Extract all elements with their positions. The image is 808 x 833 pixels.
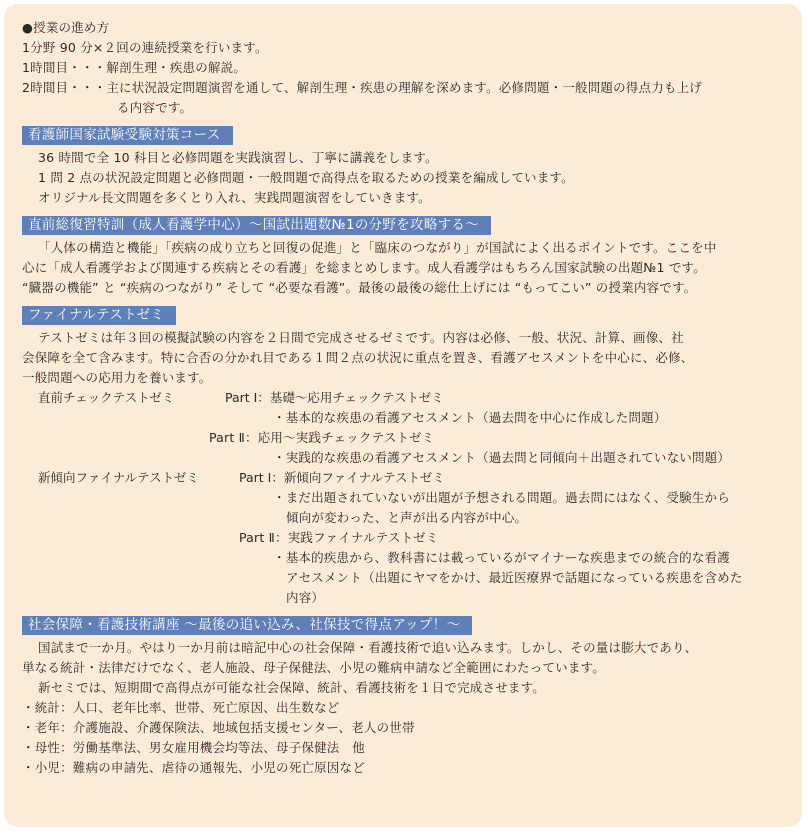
course-line-3: オリジナル長文問題を多くとり入れ、実践問題演習をしていきます。 — [38, 190, 431, 205]
test-line-2: 会保障を全て含みます。特に合否の分かれ目である１問２点の状況に重点を置き、看護アセスメントを中心に、必修、 — [22, 350, 694, 365]
seminar-a-part1-title: Part Ⅰ：基礎～応用チェックテストゼミ — [225, 390, 444, 405]
intro-title: ●授業の進め方 — [22, 20, 110, 35]
review-line-3: “臓器の機能” と “疾病のつながり” そして “必要な看護”。最後の最後の総仕上げには “もってこい” の授業内容です。 — [22, 280, 697, 295]
test-line-3: 一般問題への応用力を養います。 — [22, 370, 212, 385]
seminar-b-part2-title: Part Ⅱ：実践ファイナルテストゼミ — [239, 530, 439, 545]
seminar-a-part2-bullet: ・実践的な疾患の看護アセスメント（過去問と同傾向＋出題されていない問題） — [273, 450, 731, 465]
seminar-b-part2-bullet-3: 内容） — [286, 590, 325, 605]
seminar-b-part1-bullet-1: ・まだ出題されていないが出題が予想される問題。過去問にはなく、受験生から — [273, 490, 730, 505]
seminar-a-label: 直前チェックテストゼミ — [38, 390, 175, 405]
intro-line-2: 1時間目・・・解剖生理・疾患の解説。 — [22, 60, 247, 75]
seminar-b-part1 — [22, 468, 798, 488]
intro-line-3-cont: る内容です。 — [117, 100, 193, 115]
section-heading-review: 直前総復習特訓（成人看護学中心）～国試出題数№1の分野を攻略する～ — [22, 216, 491, 235]
seminar-b-part2-bullet-1: ・基本的疾患から、教科書には載っているがマイナーな疾患までの統合的な看護 — [273, 550, 730, 565]
seminar-b-label: 新傾向ファイナルテストゼミ — [38, 470, 199, 485]
seminar-a-part2-title: Part Ⅱ：応用～実践チェックテストゼミ — [209, 430, 435, 445]
seminar-a-part1-bullet: ・基本的な疾患の看護アセスメント（過去問を中心に作成した問題） — [273, 410, 667, 425]
section-heading-course: 看護師国家試験受験対策コース — [22, 126, 233, 145]
social-line-3: 新セミでは、短期間で高得点が可能な社会保障、統計、看護技術を１日で完成させます。 — [38, 680, 546, 695]
course-line-2: 1 問 2 点の状況設定問題と必修問題・一般問題で高得点を取るための授業を編成しています。 — [38, 170, 574, 185]
review-line-1: 「人体の構造と機能」「疾病の成り立ちと回復の促進」と「臨床のつながり」が国試によく出るポイントです。ここを中 — [38, 240, 717, 255]
social-line-2: 単なる統計・法律だけでなく、老人施設、母子保健法、小児の難病申請など全範囲にわたっています。 — [22, 660, 605, 675]
social-bullet-pediatric: ・小児：難病の申請先、虐待の通報先、小児の死亡原因など — [22, 760, 365, 775]
section-heading-social-security: 社会保障・看護技術講座 ～最後の追い込み、社保技で得点アップ！～ — [22, 616, 472, 635]
intro-line-3: 2時間目・・・主に状況設定問題演習を通して、解剖生理・疾患の理解を深めます。必修問題・一般問題の得点力も上げ — [22, 80, 703, 95]
social-bullet-maternal: ・母性：労働基準法、男女雇用機会均等法、母子保健法 他 — [22, 740, 365, 755]
review-line-2: 心に「成人看護学および関連する疾病とその看護」を総まとめします。成人看護学はもちろん国家試験の出題№1 です。 — [22, 260, 706, 275]
seminar-a-part1 — [22, 388, 798, 408]
section-heading-test-seminar: ファイナルテストゼミ — [22, 306, 176, 325]
social-line-1: 国試まで一か月。やはり一か月前は暗記中心の社会保障・看護技術で追い込みます。しかし、その量は膨大であり、 — [38, 640, 698, 655]
social-bullet-statistics: ・統計：人口、老年比率、世帯、死亡原因、出生数など — [22, 700, 340, 715]
seminar-b-part1-bullet-2: 傾向が変わった、と声が出る内容が中心。 — [286, 510, 528, 525]
content-panel — [4, 4, 802, 827]
seminar-b-part2-bullet-2: アセスメント（出題にヤマをかけ、最近医療界で話題になっている疾患を含めた — [286, 570, 743, 585]
document-body — [22, 18, 798, 778]
seminar-b-part1-title: Part Ⅰ：新傾向ファイナルテストゼミ — [239, 470, 445, 485]
intro-line-1: 1分野 90 分×２回の連続授業を行います。 — [22, 40, 268, 55]
course-line-1: 36 時間で全 10 科目と必修問題を実践演習し、丁寧に講義をします。 — [38, 150, 438, 165]
social-bullet-elderly: ・老年：介護施設、介護保険法、地域包括支援センター、老人の世帯 — [22, 720, 415, 735]
test-line-1: テストゼミは年３回の模擬試験の内容を２日間で完成させるゼミです。内容は必修、一般、状況、計算、画像、社 — [38, 330, 684, 345]
intro-block — [22, 18, 798, 118]
